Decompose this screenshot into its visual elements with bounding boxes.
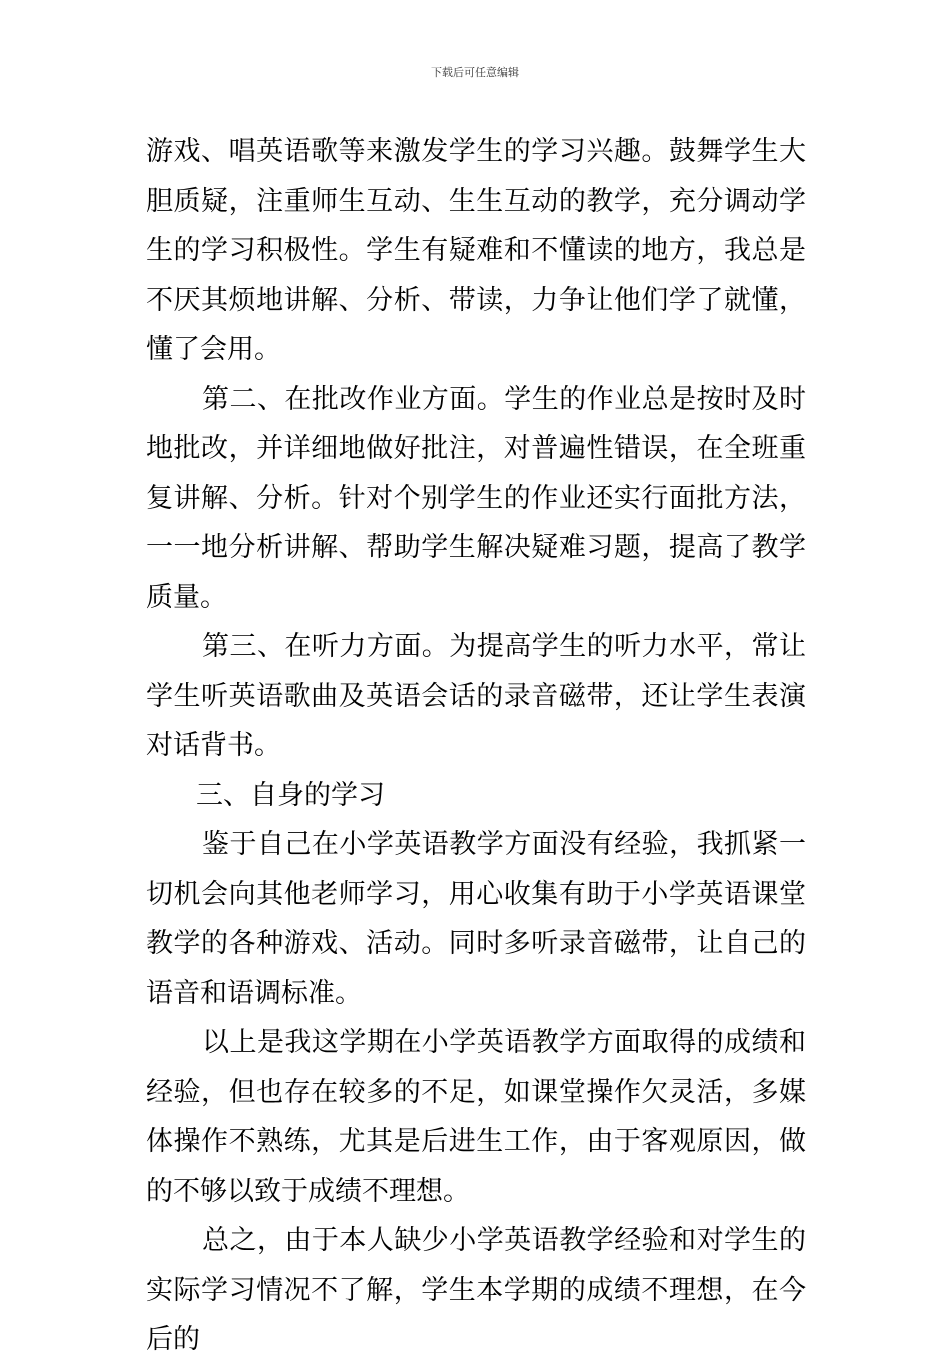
paragraph-homework: 第二、在批改作业方面。学生的作业总是按时及时地批改，并详细地做好批注，对普遍性错误，在全班重复讲解、分析。针对个别学生的作业还实行面批方法，一一地分析讲解、帮助学生解决疑难习题，提高了教学质量。 <box>146 383 806 613</box>
paragraph-self-study: 鉴于自己在小学英语教学方面没有经验，我抓紧一切机会向其他老师学习，用心收集有助于小学英语课堂教学的各种游戏、活动。同时多听录音磁带，让自己的语音和语调标准。 <box>146 829 806 1009</box>
paragraph-listening: 第三、在听力方面。为提高学生的听力水平，常让学生听英语歌曲及英语会话的录音磁带，还让学生表演对话背书。 <box>146 631 806 761</box>
document-body <box>146 127 806 1365</box>
paragraph-continuation: 游戏、唱英语歌等来激发学生的学习兴趣。鼓舞学生大胆质疑，注重师生互动、生生互动的教学，充分调动学生的学习积极性。学生有疑难和不懂读的地方，我总是不厌其烦地讲解、分析、带读，力争让他们学了就懂，懂了会用。 <box>146 136 806 365</box>
section-heading-self-study: 三、自身的学习 <box>196 779 385 811</box>
paragraph-conclusion: 总之，由于本人缺少小学英语教学经验和对学生的实际学习情况不了解，学生本学期的成绩不理想，在今后的 <box>146 1225 806 1355</box>
paragraph-shortcomings: 以上是我这学期在小学英语教学方面取得的成绩和经验，但也存在较多的不足，如课堂操作欠灵活，多媒体操作不熟练，尤其是后进生工作，由于客观原因，做的不够以致于成绩不理想。 <box>146 1027 806 1207</box>
page-header: 下载后可任意编辑 <box>431 66 519 79</box>
